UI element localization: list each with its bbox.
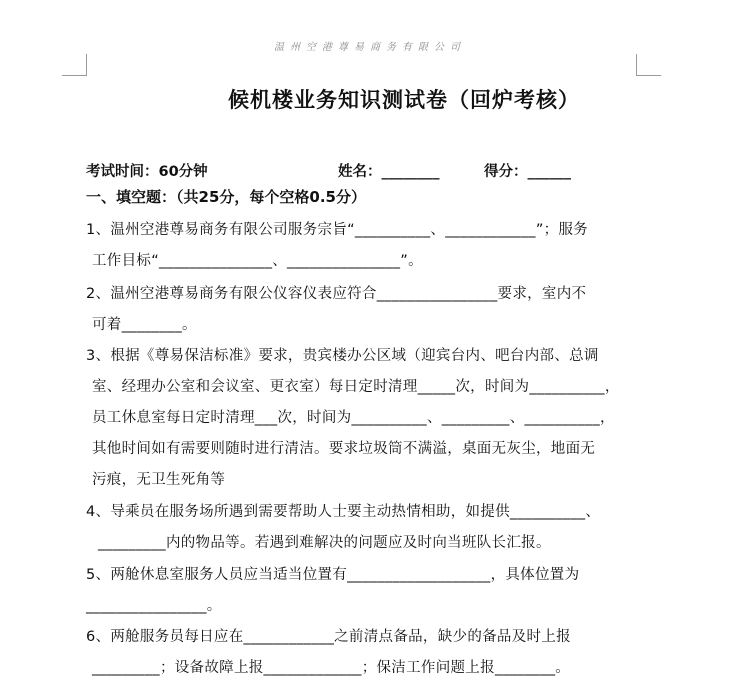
crop-mark-left-h — [62, 75, 86, 76]
header-company-name: 温州空港尊易商务有限公司 — [274, 42, 466, 53]
question-line: 可着________。 — [92, 317, 197, 333]
question-line: 工作目标“_______________、_______________”。 — [92, 253, 423, 269]
score-field: 得分：______ — [484, 164, 571, 180]
question-line: 6、两舱服务员每日应在____________之前清点备品，缺少的备品及时上报 — [86, 629, 571, 645]
question-line: _________内的物品等。若遇到难解决的问题应及时向当班队长汇报。 — [98, 535, 551, 551]
crop-mark-left-v — [86, 54, 87, 76]
question-line: 1、温州空港尊易商务有限公司服务宗旨“__________、____________”；服务 — [86, 222, 589, 238]
name-field: 姓名：________ — [338, 164, 440, 180]
section-heading: 一、填空题：（共25分，每个空格0.5分） — [86, 188, 366, 206]
question-line: 3、根据《尊易保洁标准》要求，贵宾楼办公区域（迎宾台内、吧台内部、总调 — [86, 348, 599, 364]
exam-time: 考试时间：60分钟 — [86, 164, 208, 180]
question-line: 2、温州空港尊易商务有限公仪容仪表应符合________________要求，室内不 — [86, 286, 587, 302]
question-line: 其他时间如有需要则随时进行清洁。要求垃圾筒不满溢，桌面无灰尘，地面无 — [92, 441, 596, 457]
question-line: 5、两舱休息室服务人员应当适当位置有___________________，具体位置为 — [86, 567, 580, 583]
question-line: 4、导乘员在服务场所遇到需要帮助人士要主动热情相助，如提供__________、 — [86, 504, 601, 520]
crop-mark-right-v — [636, 54, 637, 76]
question-line: _________；设备故障上报_____________；保洁工作问题上报________。 — [92, 660, 571, 676]
question-line: 室、经理办公室和会议室、更衣室）每日定时清理_____次，时间为__________， — [92, 379, 620, 395]
question-line: 污痕，无卫生死角等 — [92, 472, 226, 488]
question-line: ________________。 — [86, 598, 222, 614]
document-title: 候机楼业务知识测试卷（回炉考核） — [228, 88, 580, 112]
crop-mark-right-h — [637, 75, 661, 76]
question-line: 员工休息室每日定时清理___次，时间为__________、_________、__________， — [92, 410, 615, 426]
